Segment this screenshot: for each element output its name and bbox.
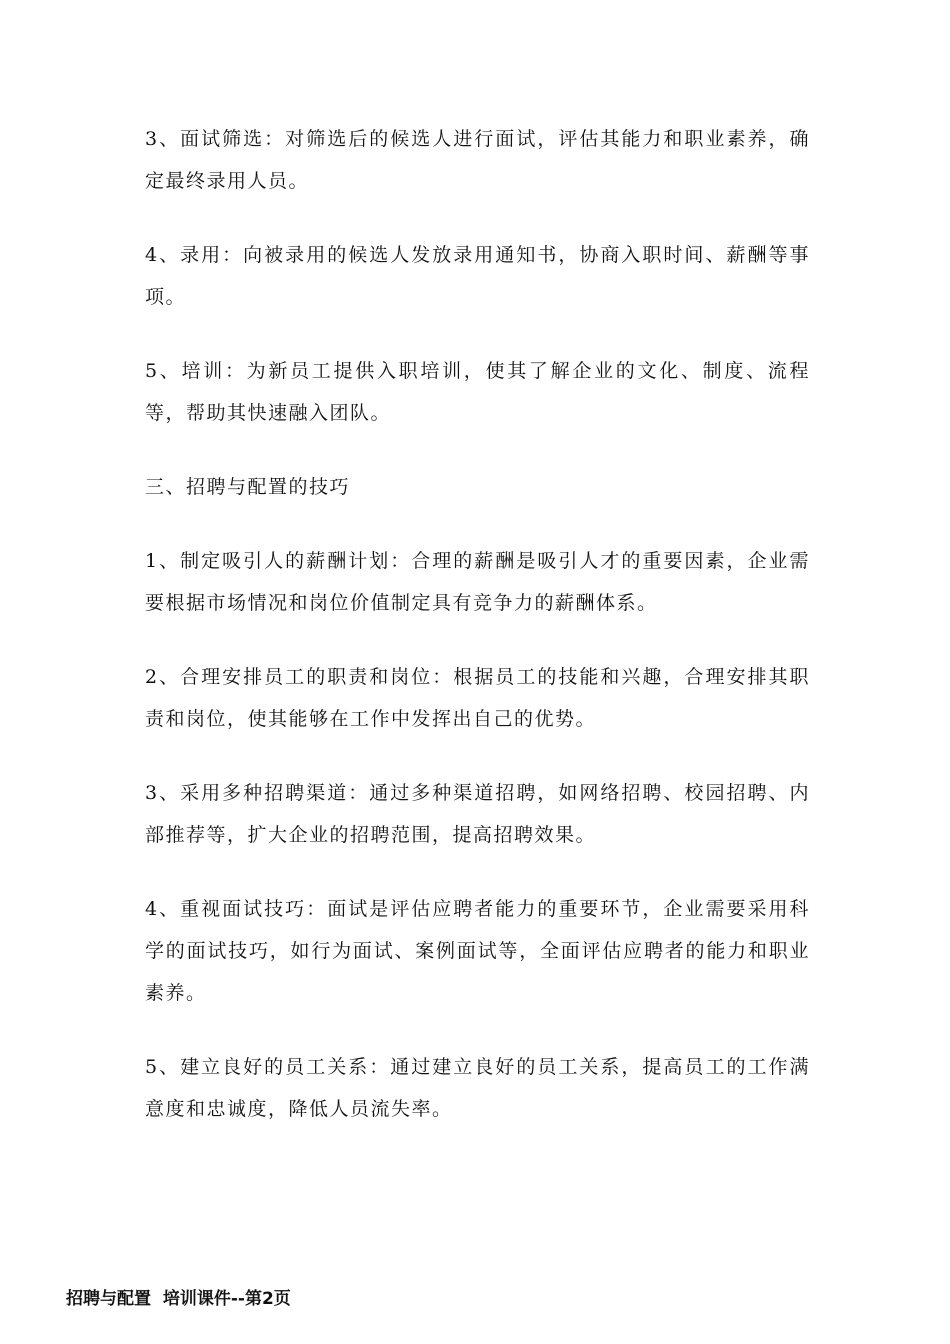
- section-heading: 三、招聘与配置的技巧: [145, 476, 351, 498]
- document-body: [145, 118, 810, 1162]
- paragraph-salary-plan: 1、制定吸引人的薪酬计划：合理的薪酬是吸引人才的重要因素，企业需要根据市场情况和岗位价值制定具有竞争力的薪酬体系。: [145, 550, 810, 614]
- paragraph-interview-skills: 4、重视面试技巧：面试是评估应聘者能力的重要环节，企业需要采用科学的面试技巧，如行为面试、案例面试等，全面评估应聘者的能力和职业素养。: [145, 898, 810, 1004]
- paragraph-interview-screening: 3、面试筛选：对筛选后的候选人进行面试，评估其能力和职业素养，确定最终录用人员。: [145, 128, 810, 192]
- page-footer: 招聘与配置 培训课件--第2页: [66, 1289, 291, 1309]
- paragraph-hiring: 4、录用：向被录用的候选人发放录用通知书，协商入职时间、薪酬等事项。: [145, 244, 810, 308]
- paragraph-job-arrangement: 2、合理安排员工的职责和岗位：根据员工的技能和兴趣，合理安排其职责和岗位，使其能够在工作中发挥出自己的优势。: [145, 666, 810, 730]
- paragraph-training: 5、培训：为新员工提供入职培训，使其了解企业的文化、制度、流程等，帮助其快速融入团队。: [145, 360, 810, 424]
- paragraph-recruitment-channels: 3、采用多种招聘渠道：通过多种渠道招聘，如网络招聘、校园招聘、内部推荐等，扩大企业的招聘范围，提高招聘效果。: [145, 782, 810, 846]
- paragraph-employee-relations: 5、建立良好的员工关系：通过建立良好的员工关系，提高员工的工作满意度和忠诚度，降低人员流失率。: [145, 1056, 810, 1120]
